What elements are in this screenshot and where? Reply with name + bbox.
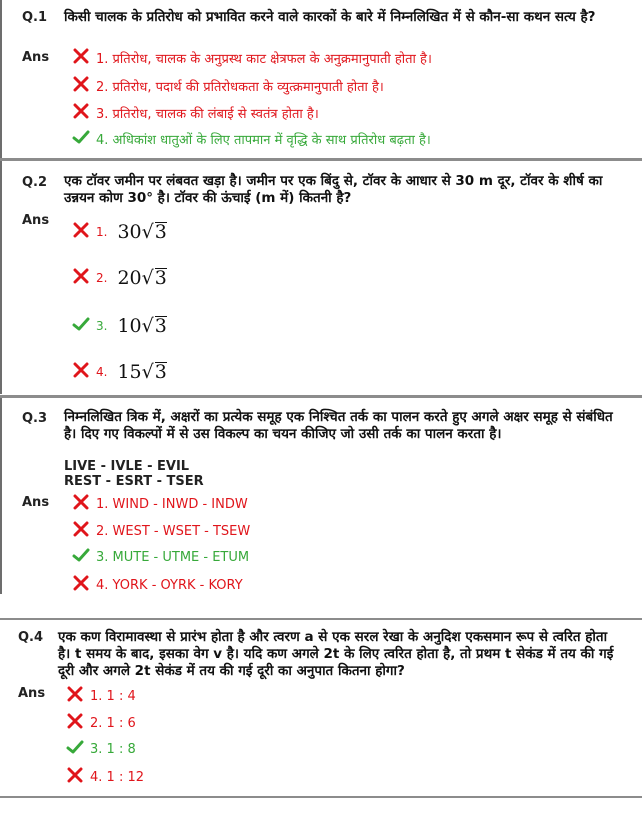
- question-text: एक टॉवर जमीन पर लंबवत खड़ा है। जमीन पर एक बिंदु से, टॉवर के आधार से 30 m दूर, टॉवर के शीर्ष का उन्नयन कोण 30° है। टॉवर की ऊंचाई (m में) कितनी है?: [64, 173, 603, 206]
- option-number: 3.: [96, 319, 108, 333]
- option-2: [72, 521, 250, 541]
- option-number: 4.: [96, 365, 108, 379]
- example-line-1: LIVE - IVLE - EVIL: [64, 459, 190, 474]
- option-1: [72, 48, 432, 68]
- option-4: [66, 767, 144, 787]
- cross-icon: [72, 48, 90, 68]
- question-text: किसी चालक के प्रतिरोध को प्रभावित करने वाले कारकों के बारे में निम्नलिखित में से कौन-सा कथन सत्य है?: [64, 9, 596, 25]
- cross-icon: [72, 362, 90, 382]
- option-2: [72, 76, 384, 96]
- question-number: Q.1: [22, 10, 48, 25]
- cross-icon: [72, 268, 90, 288]
- cross-icon: [66, 686, 84, 706]
- option-text: 2. प्रतिरोध, पदार्थ की प्रतिरोधकता के व्युत्क्रमानुपाती होता है।: [96, 80, 384, 95]
- option-text: 4. YORK - OYRK - KORY: [96, 577, 243, 593]
- option-text: 1. WIND - INWD - INDW: [96, 496, 248, 512]
- check-icon: [72, 130, 90, 148]
- option-3: [72, 315, 167, 337]
- cross-icon: [72, 103, 90, 123]
- divider: [0, 618, 642, 620]
- option-number: 2.: [96, 271, 108, 285]
- option-text: 4. अधिकांश धातुओं के लिए तापमान में वृद्धि के साथ प्रतिरोध बढ़ता है।: [96, 133, 431, 148]
- option-4: [72, 575, 243, 595]
- option-3: [72, 548, 249, 566]
- option-text: 1. प्रतिरोध, चालक के अनुप्रस्थ काट क्षेत्रफल के अनुक्रमानुपाती होता है।: [96, 52, 432, 67]
- cross-icon: [72, 76, 90, 96]
- question-text: निम्नलिखित त्रिक में, अक्षरों का प्रत्येक समूह एक निश्चित तर्क का पालन करते हुए अगले अक्षर समूह से संबंधित है। दिए गए विकल्पों में से उस विकल्प का चयन कीजिए जो उसी तर्क का पालन करता है।: [64, 409, 613, 442]
- option-1: [72, 494, 248, 514]
- option-2: [72, 267, 167, 289]
- check-icon: [72, 548, 90, 566]
- option-expression: 15√3: [117, 361, 167, 383]
- answer-label: Ans: [22, 213, 50, 228]
- cross-icon: [72, 222, 90, 242]
- cross-icon: [72, 494, 90, 514]
- option-4: [72, 130, 431, 148]
- cross-icon: [66, 767, 84, 787]
- cross-icon: [72, 575, 90, 595]
- option-text: 3. MUTE - UTME - ETUM: [96, 549, 250, 565]
- option-text: 1. 1 : 4: [90, 688, 136, 704]
- question-text: एक कण विरामावस्था से प्रारंभ होता है और त्वरण a से एक सरल रेखा के अनुदिश एकसमान रूप से त्वरित होता है। t समय के बाद, इसका वेग v है। यदि कण अगले 2t के लिए त्वरित होता है, तो प्रथम t सेकंड में तय की गई दूरी और अगले 2t सेकंड में तय की गई दूरी का अनुपात कितना होगा?: [58, 629, 614, 679]
- question-number: Q.2: [22, 175, 48, 190]
- question-number: Q.4: [18, 630, 44, 645]
- option-expression: 30√3: [117, 221, 167, 243]
- check-icon: [66, 740, 84, 758]
- option-2: [66, 713, 136, 733]
- option-1: [72, 221, 167, 243]
- answer-label: Ans: [18, 686, 46, 701]
- option-text: 3. 1 : 8: [90, 741, 136, 757]
- option-expression: 10√3: [117, 315, 167, 337]
- answer-label: Ans: [22, 495, 50, 510]
- option-text: 4. 1 : 12: [90, 769, 144, 785]
- cross-icon: [72, 521, 90, 541]
- option-text: 3. प्रतिरोध, चालक की लंबाई से स्वतंत्र होता है।: [96, 107, 319, 122]
- answer-label: Ans: [22, 50, 50, 65]
- option-1: [66, 686, 136, 706]
- option-3: [72, 103, 319, 123]
- option-text: 2. 1 : 6: [90, 715, 136, 731]
- option-4: [72, 361, 167, 383]
- example-line-2: REST - ESRT - TSER: [64, 474, 204, 489]
- option-expression: 20√3: [117, 267, 167, 289]
- divider: [0, 796, 642, 798]
- option-text: 2. WEST - WSET - TSEW: [96, 523, 251, 539]
- check-icon: [72, 317, 90, 335]
- question-number: Q.3: [22, 411, 48, 426]
- option-3: [66, 740, 136, 758]
- option-number: 1.: [96, 225, 108, 239]
- cross-icon: [66, 713, 84, 733]
